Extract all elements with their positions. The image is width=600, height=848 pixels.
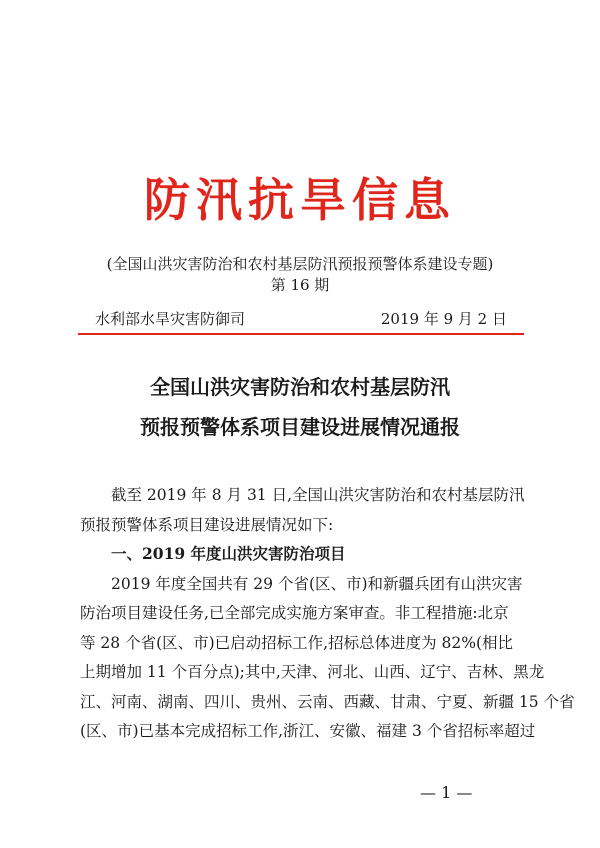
body-paragraph-line: 等 28 个省(区、市)已启动招标工作,招标总体进度为 82%(相比	[80, 634, 514, 652]
issue-number: 第 16 期	[270, 276, 330, 294]
issuer: 水利部水旱灾害防御司	[95, 310, 246, 328]
red-divider-rule	[78, 333, 524, 335]
masthead-subtitle: (全国山洪灾害防治和农村基层防汛预报预警体系建设专题)	[106, 255, 494, 273]
section-heading: 一、2019 年度山洪灾害防治项目	[111, 544, 346, 563]
issue-date: 2019 年 9 月 2 日	[380, 310, 507, 328]
article-title-line-1: 全国山洪灾害防治和农村基层防汛	[150, 375, 450, 399]
article-title-line-2: 预报预警体系项目建设进展情况通报	[140, 415, 460, 439]
body-paragraph-line: (区、市)已基本完成招标工作,浙江、安徽、福建 3 个省招标率超过	[80, 722, 536, 740]
body-paragraph-line: 截至 2019 年 8 月 31 日,全国山洪灾害防治和农村基层防汛	[111, 486, 525, 504]
body-paragraph-line: 江、河南、湖南、四川、贵州、云南、西藏、甘肃、宁夏、新疆 15 个省	[80, 693, 575, 711]
body-paragraph-line: 防治项目建设任务,已全部完成实施方案审查。非工程措施:北京	[80, 604, 509, 622]
body-paragraph-line: 预报预警体系项目建设进展情况如下:	[80, 516, 334, 534]
body-paragraph-line: 上期增加 11 个百分点);其中,天津、河北、山西、辽宁、吉林、黑龙	[80, 663, 545, 681]
masthead-title: 防汛抗旱信息	[144, 173, 456, 227]
body-paragraph-line: 2019 年度全国共有 29 个省(区、市)和新疆兵团有山洪灾害	[111, 575, 523, 593]
page-number: — 1 —	[420, 783, 473, 802]
